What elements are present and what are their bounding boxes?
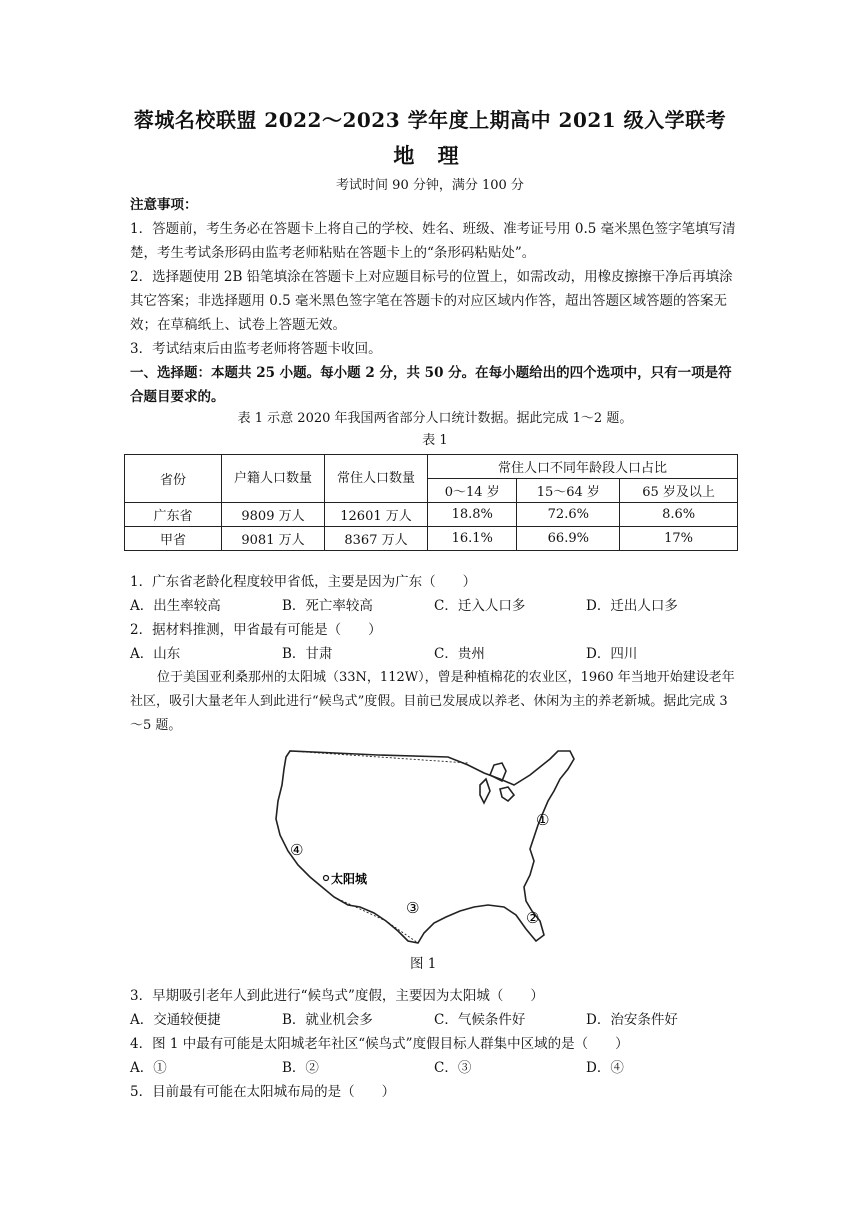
question-2-stem: 2．据材料推测，甲省最有可能是（ ） bbox=[130, 622, 382, 638]
option-b[interactable]: B．死亡率较高 bbox=[282, 598, 373, 614]
cell-province: 甲省 bbox=[125, 527, 222, 551]
great-lake-superior bbox=[490, 763, 506, 781]
header-province: 省份 bbox=[125, 455, 222, 503]
marker-3: ③ bbox=[406, 899, 420, 917]
option-d[interactable]: D．迁出人口多 bbox=[586, 598, 678, 614]
cell-registered: 9081 万人 bbox=[222, 527, 325, 551]
header-age-65: 65 岁及以上 bbox=[620, 479, 738, 503]
option-b[interactable]: B．② bbox=[282, 1060, 319, 1076]
option-c[interactable]: C．③ bbox=[434, 1060, 472, 1076]
question-5-stem: 5．目前最有可能在太阳城布局的是（ ） bbox=[130, 1084, 396, 1100]
sun-city-dot bbox=[324, 876, 329, 881]
cell-age-0-14: 16.1% bbox=[428, 527, 517, 551]
option-c[interactable]: C．贵州 bbox=[434, 646, 485, 662]
option-a[interactable]: A．出生率较高 bbox=[130, 598, 221, 614]
exam-title: 蓉城名校联盟 2022～2023 学年度上期高中 2021 级入学联考 bbox=[133, 108, 727, 132]
option-d[interactable]: D．四川 bbox=[586, 646, 638, 662]
cell-age-0-14: 18.8% bbox=[428, 503, 517, 527]
population-table bbox=[124, 454, 738, 551]
table-row bbox=[125, 527, 738, 551]
question-3-stem: 3．早期吸引老年人到此进行“候鸟式”度假，主要因为太阳城（ ） bbox=[130, 988, 544, 1004]
header-age-15-64: 15～64 岁 bbox=[517, 479, 620, 503]
great-lake-huron bbox=[500, 787, 514, 801]
great-lake-michigan bbox=[480, 779, 490, 803]
option-a[interactable]: A．交通较便捷 bbox=[130, 1012, 221, 1028]
cell-registered: 9809 万人 bbox=[222, 503, 325, 527]
option-d[interactable]: D．治安条件好 bbox=[586, 1012, 678, 1028]
sun-city-label: 太阳城 bbox=[331, 872, 368, 886]
question-1-options bbox=[130, 594, 740, 618]
notice-item-2: 2．选择题使用 2B 铅笔填涂在答题卡上对应题目标号的位置上，如需改动，用橡皮擦擦干净后再填涂其它答案；非选择题用 0.5 毫米黑色签字笔在答题卡的对应区域内作答，超出答题区域答题的答案无效；在草稿纸上、试卷上答题无效。 bbox=[130, 269, 733, 333]
cell-age-65: 17% bbox=[620, 527, 738, 551]
question-4-stem: 4．图 1 中最有可能是太阳城老年社区“候鸟式”度假目标人群集中区域的是（ ） bbox=[130, 1036, 629, 1052]
header-age-0-14: 0～14 岁 bbox=[428, 479, 517, 503]
notice-item-3: 3．考试结束后由监考老师将答题卡收回。 bbox=[130, 341, 382, 357]
figure-caption: 图 1 bbox=[410, 956, 437, 972]
option-b[interactable]: B．就业机会多 bbox=[282, 1012, 373, 1028]
marker-2: ② bbox=[526, 909, 540, 927]
marker-4: ④ bbox=[290, 841, 304, 859]
question-1-stem: 1．广东省老龄化程度较甲省低，主要是因为广东（ ） bbox=[130, 574, 477, 590]
cell-province: 广东省 bbox=[125, 503, 222, 527]
notice-heading: 注意事项： bbox=[130, 197, 198, 213]
table-caption: 表 1 bbox=[422, 433, 448, 448]
cell-resident: 12601 万人 bbox=[325, 503, 428, 527]
cell-age-15-64: 72.6% bbox=[517, 503, 620, 527]
usa-map bbox=[268, 745, 594, 951]
question-2-options bbox=[130, 642, 740, 666]
section-heading: 一、选择题：本题共 25 小题。每小题 2 分，共 50 分。在每小题给出的四个选项中，只有一项是符合题目要求的。 bbox=[130, 365, 732, 405]
question-4-options bbox=[130, 1056, 740, 1080]
notice-item-1: 1．答题前，考生务必在答题卡上将自己的学校、姓名、班级、准考证号用 0.5 毫米黑色签字笔填写清楚，考生考试条形码由监考老师粘贴在答题卡上的“条形码粘贴处”。 bbox=[130, 221, 736, 261]
question-3-options bbox=[130, 1008, 740, 1032]
header-age-group: 常住人口不同年龄段人口占比 bbox=[428, 455, 738, 479]
header-resident: 常住人口数量 bbox=[325, 455, 428, 503]
option-c[interactable]: C．气候条件好 bbox=[434, 1012, 526, 1028]
passage-sun-city: 位于美国亚利桑那州的太阳城（33N，112W），曾是种植棉花的农业区，1960 年当地开始建设老年社区，吸引大量老年人到此进行“候鸟式”度假。目前已发展成以养老、休闲为主的养老新城。据此完成 3～5 题。 bbox=[130, 670, 735, 733]
table-row bbox=[125, 503, 738, 527]
option-c[interactable]: C．迁入人口多 bbox=[434, 598, 526, 614]
option-a[interactable]: A．① bbox=[130, 1060, 167, 1076]
cell-age-65: 8.6% bbox=[620, 503, 738, 527]
cell-resident: 8367 万人 bbox=[325, 527, 428, 551]
cell-age-15-64: 66.9% bbox=[517, 527, 620, 551]
marker-1: ① bbox=[536, 811, 550, 829]
exam-info: 考试时间 90 分钟，满分 100 分 bbox=[336, 178, 524, 193]
option-d[interactable]: D．④ bbox=[586, 1060, 624, 1076]
header-registered: 户籍人口数量 bbox=[222, 455, 325, 503]
option-b[interactable]: B．甘肃 bbox=[282, 646, 333, 662]
table-intro: 表 1 示意 2020 年我国两省部分人口统计数据。据此完成 1～2 题。 bbox=[237, 411, 633, 426]
option-a[interactable]: A．山东 bbox=[130, 646, 181, 662]
subject-title: 地 理 bbox=[393, 143, 467, 168]
